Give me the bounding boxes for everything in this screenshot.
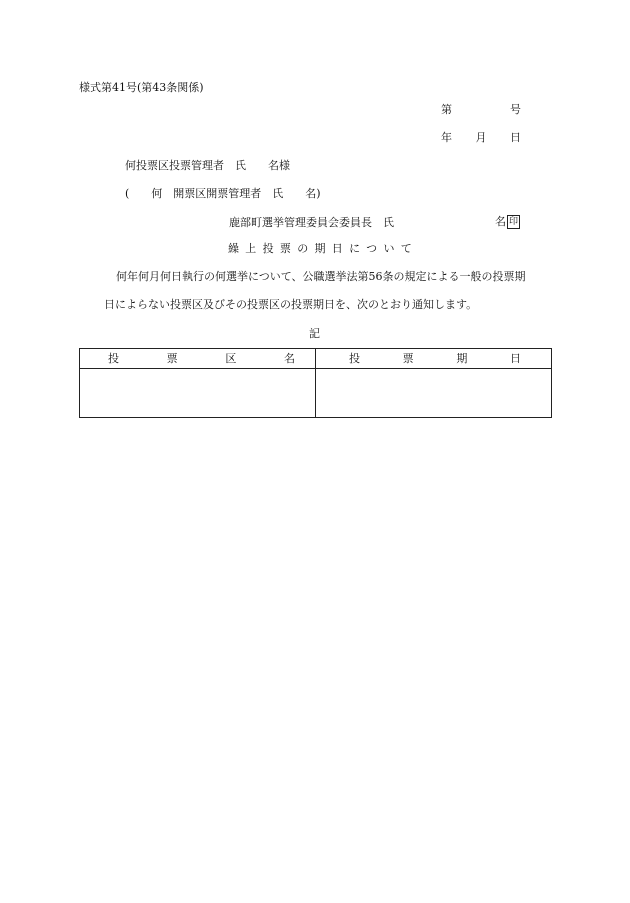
sender-name-suffix: 名 (495, 215, 506, 228)
header-char: 区 (225, 352, 237, 365)
document-number (441, 104, 521, 115)
body-line-2: 日によらない投票区及びその投票区の投票期日を、次のとおり通知します。 (104, 298, 478, 311)
table-header-row (80, 349, 552, 369)
document-subject: 繰上投票の期日について (228, 242, 419, 255)
date-month: 月 (475, 131, 487, 144)
sender-block (229, 215, 520, 229)
recipient-line-2: ( 何 開票区開票管理者 氏 名) (125, 187, 321, 200)
number-suffix: 号 (510, 103, 521, 116)
cell-voting-district (80, 369, 316, 418)
notification-table (79, 348, 552, 418)
date-year: 年 (441, 131, 452, 144)
header-char: 投 (108, 352, 119, 365)
cell-voting-date (316, 369, 552, 418)
header-char: 期 (456, 352, 468, 365)
header-char: 名 (283, 352, 295, 365)
header-voting-date (316, 349, 552, 369)
seal-mark: 印 (508, 217, 518, 227)
table-row (80, 369, 552, 418)
header-char: 投 (349, 352, 360, 365)
sender-title: 鹿部町選挙管理委員会委員長 氏 (229, 215, 394, 229)
date-day: 日 (510, 131, 521, 144)
header-char: 日 (509, 352, 521, 365)
number-prefix: 第 (441, 103, 452, 116)
header-voting-district (80, 349, 316, 369)
body-line-1: 何年何月何日執行の何選挙について、公職選挙法第56条の規定による一般の投票期 (116, 270, 526, 283)
header-char: 票 (166, 352, 178, 365)
ki-heading: 記 (309, 327, 320, 340)
sender-name (495, 215, 520, 229)
recipient-line-1: 何投票区投票管理者 氏 名様 (125, 159, 290, 172)
header-char: 票 (402, 352, 414, 365)
document-date (441, 132, 521, 143)
form-number-label: 様式第41号(第43条関係) (79, 81, 204, 94)
